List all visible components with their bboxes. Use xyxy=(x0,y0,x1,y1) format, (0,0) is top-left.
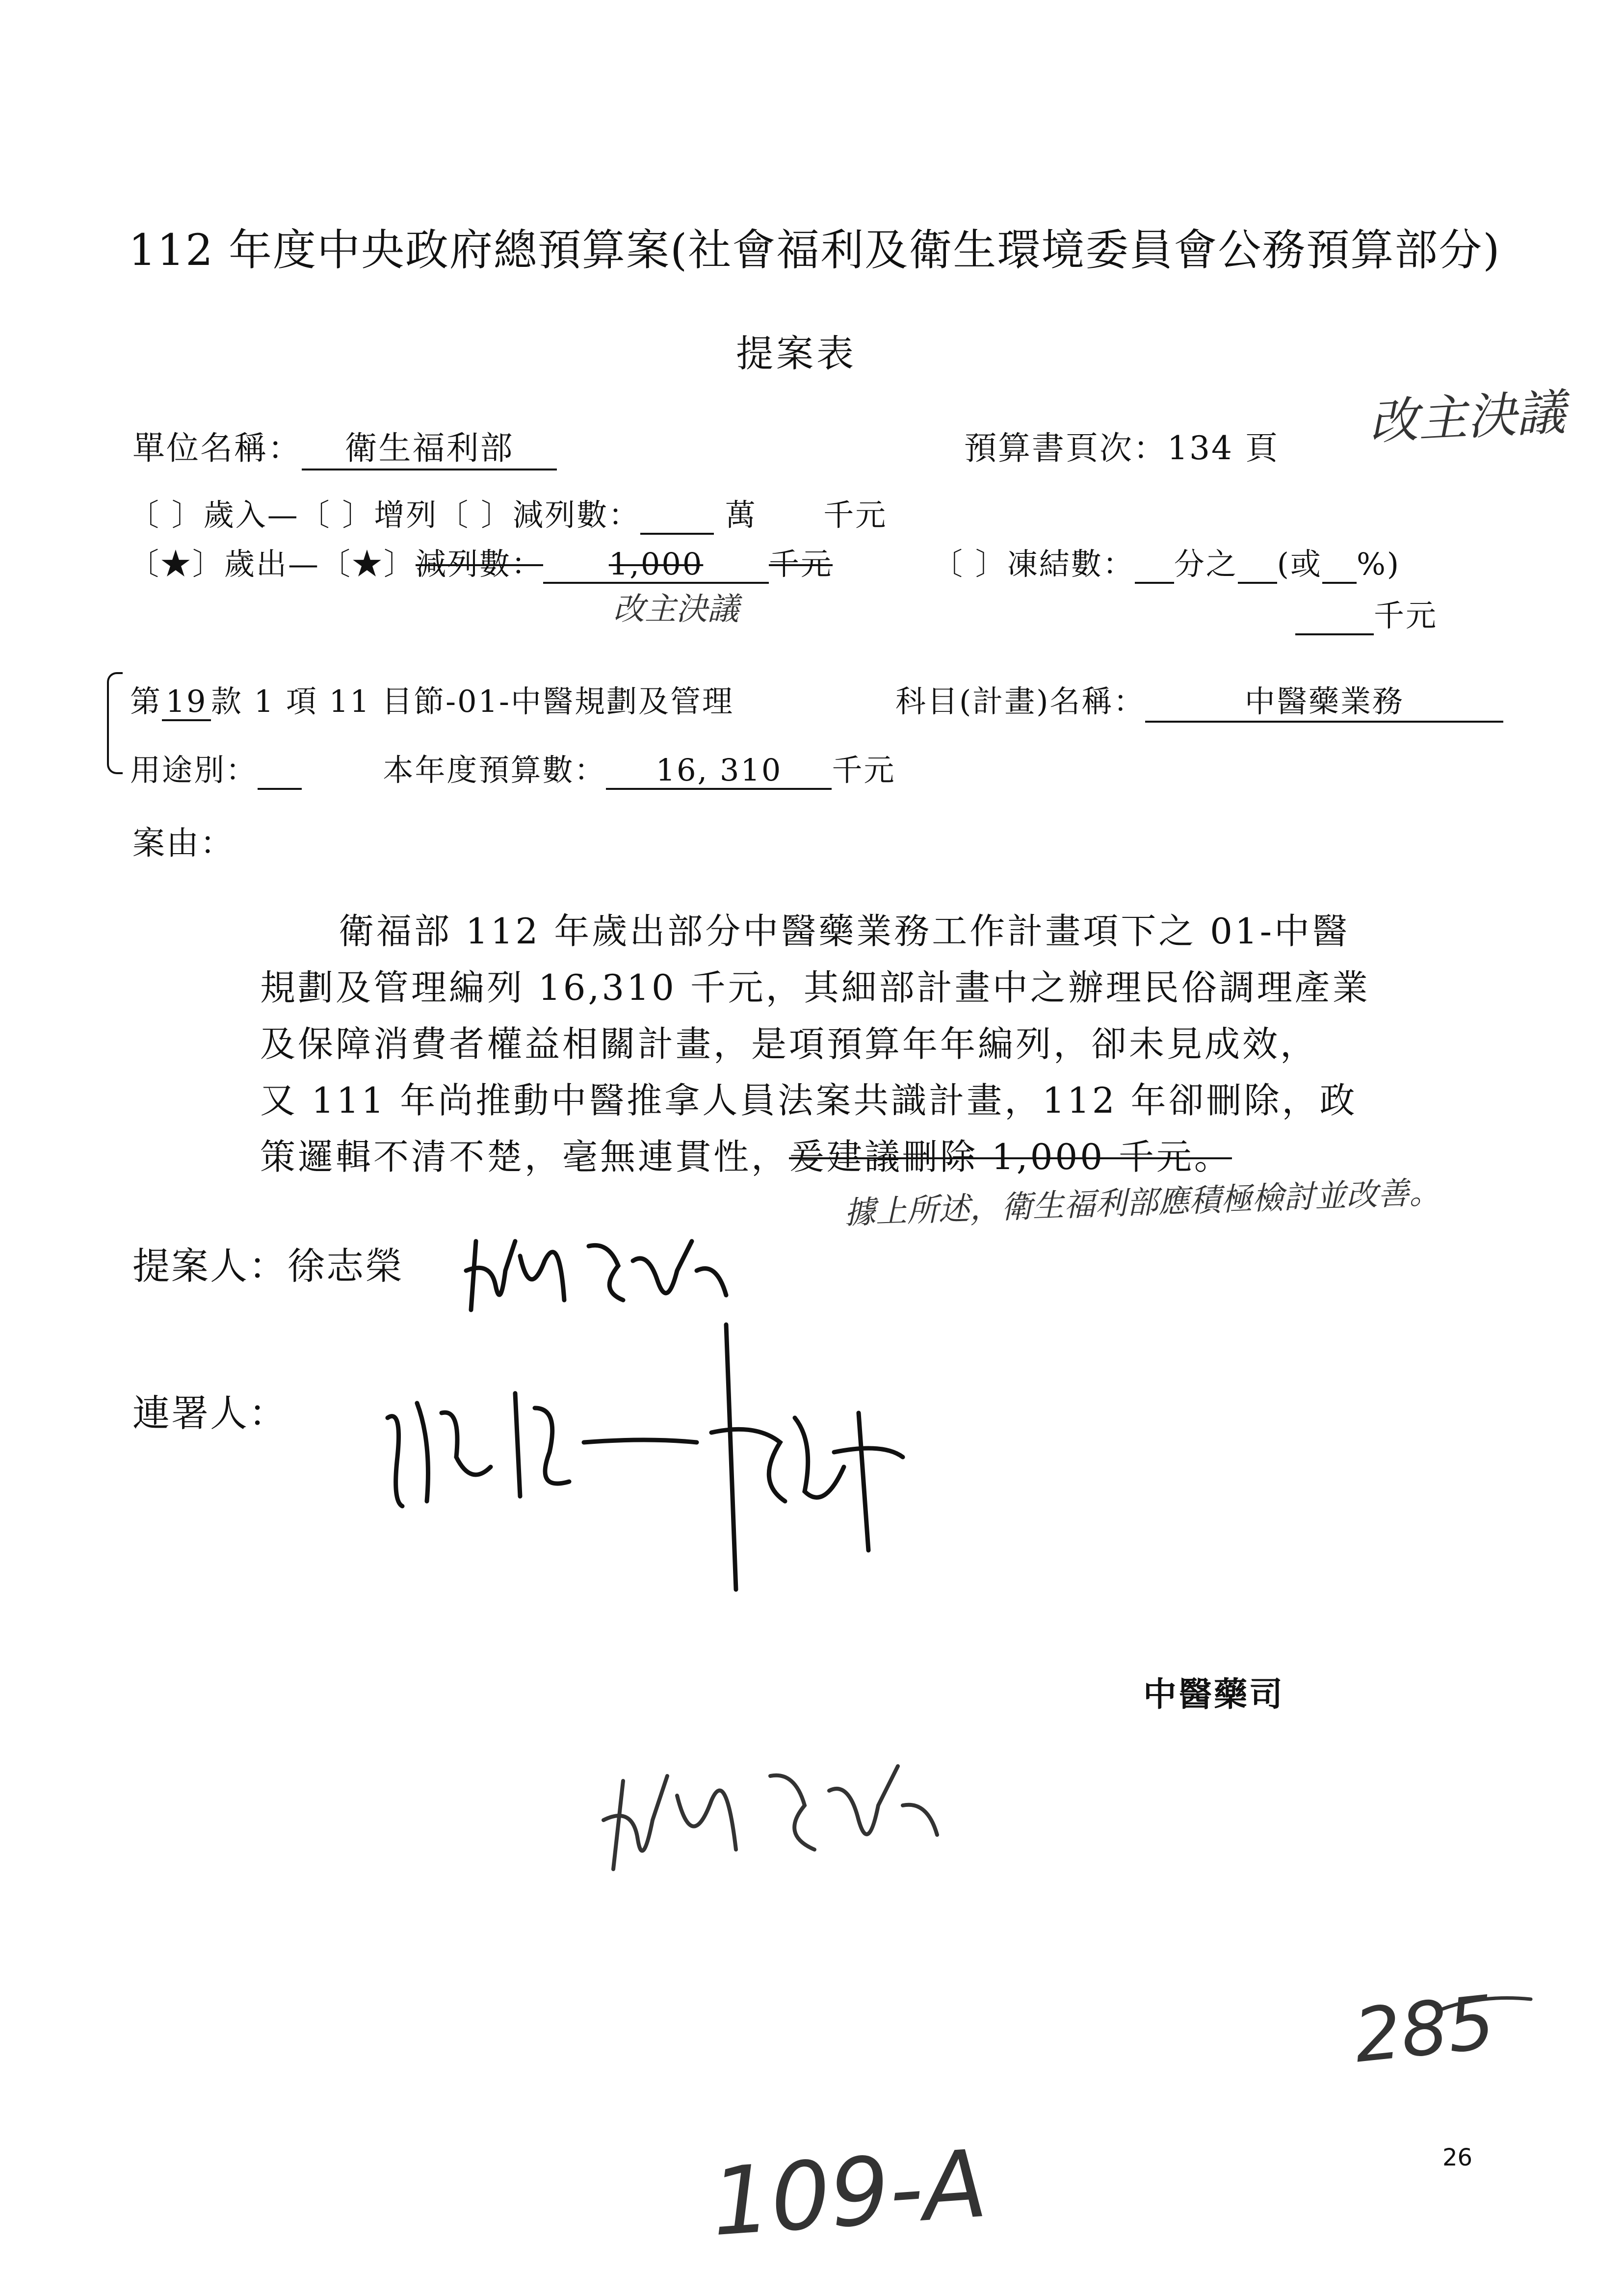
subject-label: 科目(計畫)名稱： xyxy=(895,683,1146,719)
item-description: 款 1 項 11 目節-01-中醫規劃及管理 xyxy=(211,683,734,719)
freeze-row xyxy=(932,540,1400,584)
proposer-name: 徐志榮 xyxy=(288,1244,404,1288)
cosigner-signature xyxy=(373,1295,962,1599)
item-row-1 xyxy=(130,677,734,721)
cut-unit: 千元 xyxy=(769,546,833,582)
reason-line-5 xyxy=(260,1128,1232,1179)
subject-row xyxy=(895,677,1503,723)
budget-unit: 千元 xyxy=(832,752,896,788)
budget-label: 本年度預算數： xyxy=(383,752,606,788)
unit-row xyxy=(132,422,557,470)
expenditure-row xyxy=(129,540,833,584)
revenue-row xyxy=(129,491,887,535)
item-bracket xyxy=(107,672,123,774)
handwritten-note: 據上所述，衛生福利部應積極檢討並改善。 xyxy=(843,1174,1441,1232)
reason-struck-text: 爰建議刪除 1,000 千元。 xyxy=(789,1136,1232,1177)
page-number: 26 xyxy=(1442,2144,1473,2171)
handwritten-annotation-under-cut: 改主決議 xyxy=(613,591,739,627)
budget-value: 16, 310 xyxy=(606,752,832,790)
reason-line-2: 規劃及管理編列 16,310 千元，其細部計畫中之辦理民俗調理產業 xyxy=(260,967,1370,1008)
second-signature xyxy=(594,1693,947,1899)
reason-line-1: 衛福部 112 年歲出部分中醫藥業務工作計畫項下之 01-中醫 xyxy=(339,911,1350,952)
freeze-huo: (或 xyxy=(1277,546,1322,582)
handwritten-bottom-mark: 109-A xyxy=(707,2129,991,2257)
reason-line-5-text: 策邏輯不清不楚，毫無連貫性， xyxy=(260,1136,789,1177)
proposer-row xyxy=(132,1236,404,1290)
budget-page-label: 預算書頁次： xyxy=(964,429,1167,467)
item-kuan: 19 xyxy=(162,683,211,721)
freeze-label: 〔 〕凍結數： xyxy=(932,546,1135,582)
unit-value: 衛生福利部 xyxy=(302,422,557,470)
budget-page-row xyxy=(964,422,1279,469)
unit-label: 單位名稱： xyxy=(132,429,302,467)
document-subtitle: 提案表 xyxy=(736,332,857,375)
reason-line-4: 又 111 年尚推動中醫推拿人員法案共識計畫，112 年卻刪除，政 xyxy=(260,1080,1358,1121)
freeze-amount-row xyxy=(1295,591,1438,635)
handwritten-annotation-top-right: 改主決議 xyxy=(1367,383,1567,451)
expenditure-prefix: 〔★〕歲出—〔★〕 xyxy=(129,546,416,582)
use-label: 用途別： xyxy=(130,752,258,788)
page-mark-stroke xyxy=(1438,1989,1536,2019)
cut-value: 1,000 xyxy=(543,546,769,584)
revenue-text: 〔 〕歲入—〔 〕增列〔 〕減列數： xyxy=(129,497,641,533)
freeze-percent: %) xyxy=(1356,546,1401,582)
subject-value: 中醫藥業務 xyxy=(1145,677,1503,723)
cut-label: 減列數： xyxy=(416,546,544,582)
proposer-label: 提案人： xyxy=(132,1244,288,1288)
item-prefix: 第 xyxy=(130,683,162,719)
revenue-wan-blank xyxy=(640,497,714,535)
revenue-wan: 萬 xyxy=(725,497,757,533)
budget-page-value: 134 頁 xyxy=(1167,429,1279,467)
department-name: 中醫藥司 xyxy=(1143,1675,1285,1714)
reason-label: 案由： xyxy=(132,824,234,862)
reason-line-3: 及保障消費者權益相關計畫，是項預算年年編列，卻未見成效， xyxy=(260,1023,1318,1065)
document-title: 112 年度中央政府總預算案(社會福利及衛生環境委員會公務預算部分) xyxy=(129,225,1501,275)
freeze-qian: 千元 xyxy=(1374,598,1438,633)
freeze-fenzhi: 分之 xyxy=(1174,546,1238,582)
cosigner-label: 連署人： xyxy=(132,1391,288,1435)
handwritten-page-mark: 285 xyxy=(1350,1980,1499,2080)
item-row-2 xyxy=(130,746,895,790)
revenue-qian: 千元 xyxy=(823,497,888,533)
